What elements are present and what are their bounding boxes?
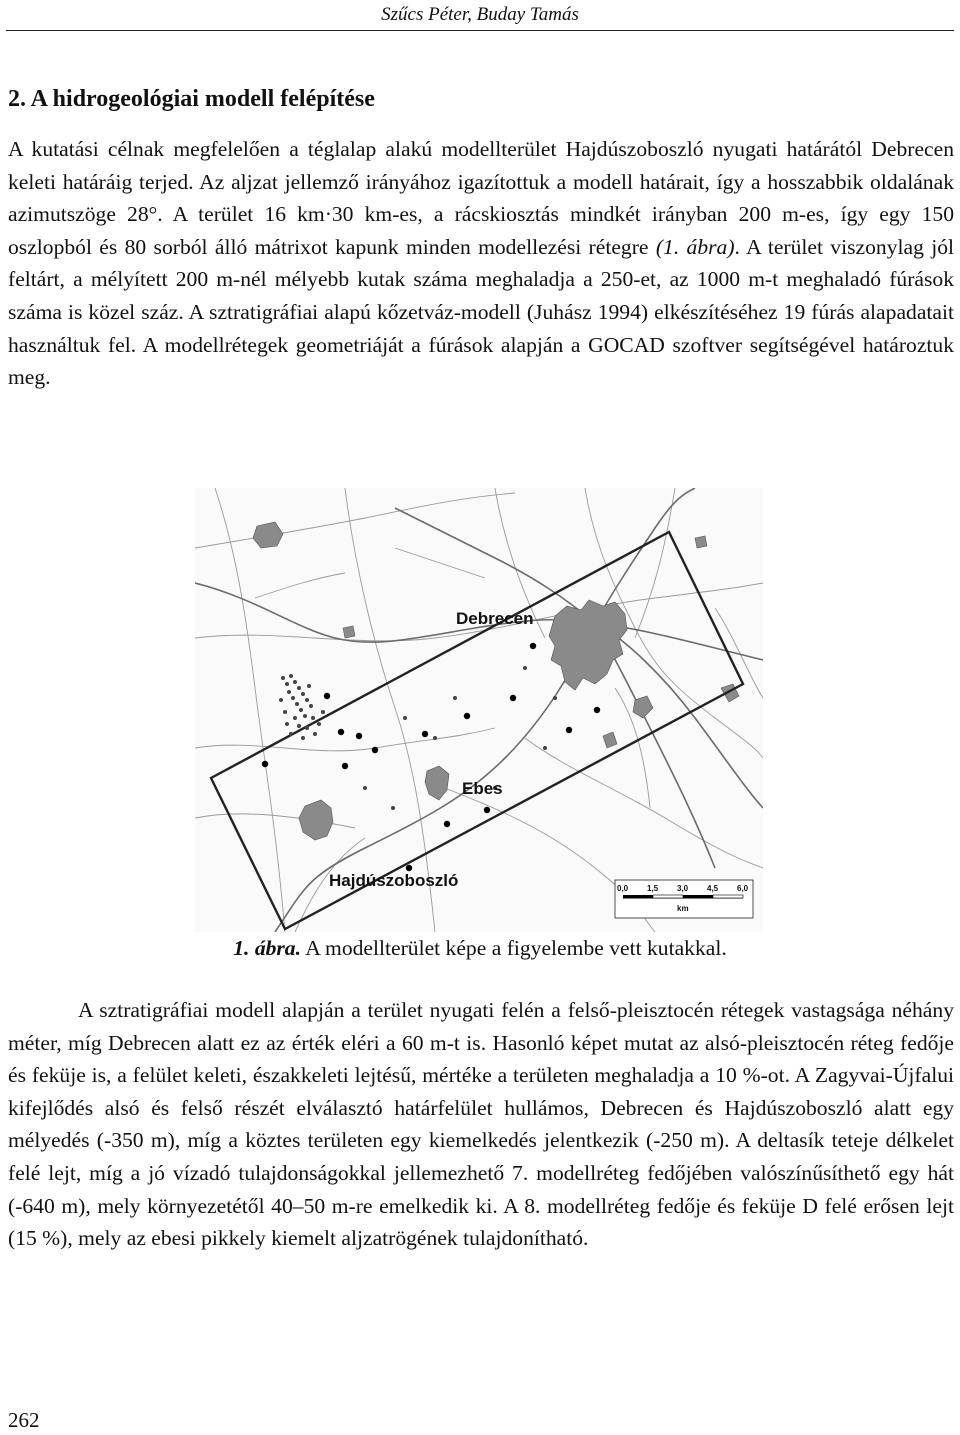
scale-tick-0: 0,0 [617,884,629,893]
main-roads [195,488,763,932]
label-hajduszoboszlo: Hajdúszoboszló [329,871,459,890]
wells-small [279,666,557,810]
scale-tick-2: 3,0 [677,884,689,893]
debrecen-area [549,600,627,690]
figure-caption [0,936,960,961]
paragraph-1-text-b: . A terület viszonylag jól feltárt, a mélyített 200 m-nél mélyebb kutak száma meghaladja a 250-et, az 1000 m-t meghaladó fúrások száma is közel száz. A sztratigráfiai alapú kőzetváz-modell (Juhász 1994) elkészítéséhez 19 fúrás alapadatait használtuk fel. A modellrétegek geometriáját a fúrások alapján a GOCAD szoftver segítségével határoztuk meg. [8,234,954,390]
scale-tick-3: 4,5 [707,884,719,893]
scale-unit: km [677,904,689,913]
scale-bar [615,880,753,918]
scale-tick-4: 6,0 [737,884,749,893]
header-rule [6,30,954,31]
ebes-area [425,766,449,800]
paragraph-1-text-a: A kutatási célnak megfelelően a téglalap alakú modellterület Hajdúszoboszló nyugati határától Debrecen keleti határáig terjed. Az aljzat jellemző irányához igazítottuk a modell határait, így a hosszabbik oldalának azimutszöge 28°. A terület 16 km·30 km-es, a rácskiosztás mindkét irányban 200 m-es, így egy 150 oszlopból és 80 sorból álló mátrixot kapunk minden modellezési rétegre [8,137,954,259]
paragraph-2-text: A sztratigráfiai modell alapján a terület nyugati felén a felső-pleisztocén rétegek vastagsága néhány méter, míg Debrecen alatt ez az érték eléri a 60 m-t is. Hasonló képet mutat az alsó-pleisztocén réteg fedője és feküje is, a felület keleti, északkeleti lejtésű, mértéke a területen meghaladja a 10 %-ot. A Zagyvai-Újfalui kifejlődés alsó és felső részét elválasztó határfelület hullámos, Debrecen és Hajdúszoboszló alatt egy mélyedés (-350 m), míg a köztes területen egy kiemelkedés jelentkezik (-250 m). A deltasík teteje délkelet felé lejt, míg a jó vízadó tulajdonságokkal jellemezhető 7. modellréteg fedőjében valószínűsíthető egy hát (-640 m), mely környezetétől 40–50 m-re emelkedik ki. A 8. modellréteg fedője és feküje D felé erősen lejt (15 %), mely az ebesi pikkely kiemelt aljzatrögének tulajdonítható. [8,998,954,1251]
running-header: Szűcs Péter, Buday Tamás [381,4,579,25]
section-title: 2. A hidrogeológiai modell felépítése [8,86,375,112]
figure-reference: (1. ábra) [655,234,735,259]
map-svg [195,488,763,932]
page-number: 262 [8,1408,40,1432]
minor-roads [195,488,763,932]
scale-tick-1: 1,5 [647,884,659,893]
figure-caption-label: 1. ábra. [233,936,302,960]
figure-caption-text: A modellterület képe a figyelembe vett kutakkal. [301,936,727,960]
label-ebes: Ebes [462,779,503,798]
paragraph-2 [8,994,954,1255]
paragraph-1 [8,133,954,394]
hajduszoboszlo-area [299,800,333,840]
label-debrecen: Debrecen [456,609,534,628]
model-boundary [211,532,743,929]
model-area-map [195,488,763,932]
